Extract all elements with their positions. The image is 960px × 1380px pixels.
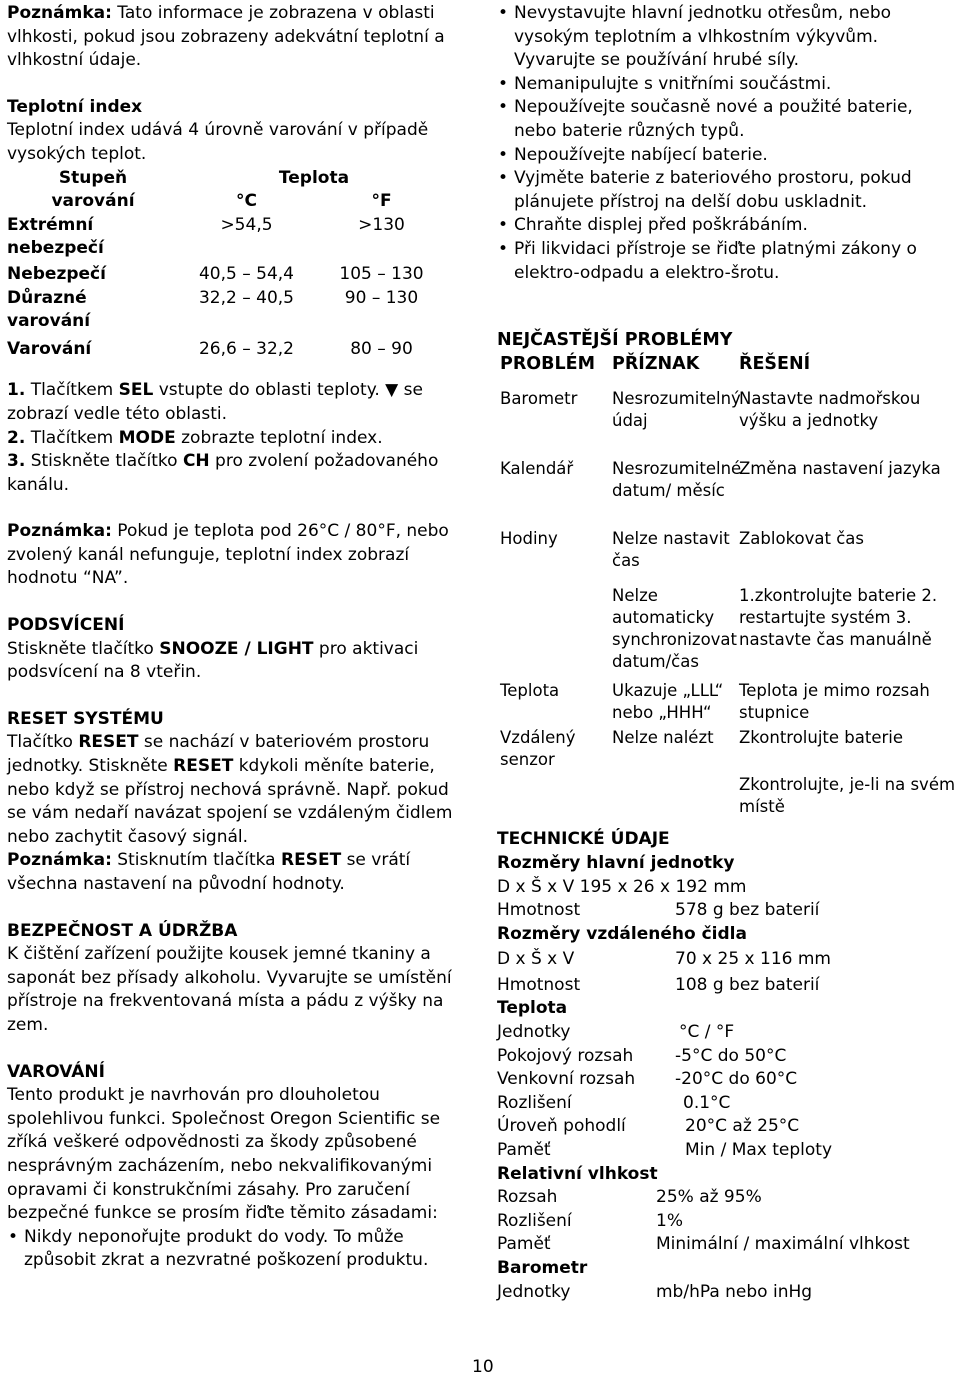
problems-title: NEJČASTĚJŠÍ PROBLÉMY [497,330,733,351]
right-column [497,2,957,1304]
safety-title: BEZPEČNOST A ÚDRŽBA [7,920,238,941]
heat-row [7,334,449,362]
spec-row: Úroveň pohodlí 20°C až 25°C [497,1116,800,1137]
warning-bullets [7,1226,472,1273]
heat-header-row-2 [7,190,449,214]
list-item: • Nikdy neponořujte produkt do vody. To může způsobit zkrat a nezvratné poškození produktu. [7,1226,472,1273]
table-row: Barometr Nesrozumitelný údaj Nastavte nadmořskou výšku a jednotky [500,389,921,431]
spec-row: Paměť Min / Max teploty [497,1140,833,1161]
barometer-title: Barometr [497,1258,588,1278]
heat-header-row [7,167,449,191]
temp-title: Teplota [497,998,568,1019]
header-solution: ŘEŠENÍ [739,353,811,374]
spec-row: Venkovní rozsah -20°C do 60°C [497,1069,798,1090]
table-row: Nelze automaticky synchronizovat datum/čas 1.zkontrolujte baterie 2. restartujte systém 3. nastavte čas manuálně [612,586,938,672]
step-item: 3. Stiskněte tlačítko CH pro zvolení požadovaného kanálu. [7,451,439,495]
spec-row: Pokojový rozsah -5°C do 50°C [497,1045,787,1066]
table-row: Hodiny Nelze nastavit čas Zablokovat čas [500,529,864,571]
heat-header-level-2: varování [51,191,135,212]
note-humidity [7,2,472,73]
heat-c: >54,5 [220,214,273,235]
heat-f: 90 – 130 [344,287,419,308]
heat-c: 26,6 – 32,2 [198,338,294,359]
note-text: Tato informace je zobrazena v oblasti vlhkosti, pokud jsou zobrazeny adekvátní teplotní a vlhkostní údaje. [7,3,445,71]
heat-c: 40,5 – 54,4 [198,263,294,284]
heat-level-2: nebezpečí [7,238,104,259]
warning-title: VAROVÁNÍ [7,1061,105,1082]
heat-header-f: °F [371,191,392,212]
heat-f: 105 – 130 [339,263,424,284]
heat-level: Extrémní [7,214,94,235]
spec-row: Jednotky mb/hPa nebo inHg [497,1281,813,1302]
safety-bullets [497,2,957,285]
left-column [7,2,472,1273]
heat-row [7,214,449,261]
heat-level: Varování [7,338,92,359]
note-heat-index: Poznámka: Pokud je teplota pod 26°C / 80°F, nebo zvolený kanál nefunguje, teplotní index zobrazí hodnotu “NA”. [7,521,449,589]
list-item: • Chraňte displej před poškrábáním. [497,214,957,238]
problems-header [497,353,957,377]
spec-row: Hmotnost 108 g bez baterií [497,974,820,995]
heat-f: >130 [358,214,405,235]
main-unit-dims: D x Š x V 195 x 26 x 192 mm [497,876,747,897]
heat-header-level-1: Stupeň [58,167,128,188]
warning-text: Tento produkt je navrhován pro dlouholetou spolehlivou funkci. Společnost Oregon Scientific se zříká veškeré odpovědnosti za škody způsobené nesprávným zacházením, nebo nekvalifikovanými opravami či konstrukčními zásahy. Pro zaručení bezpečné funkce se prosím řiďte těmito zásadami: [7,1085,441,1224]
safety-text: K čištění zařízení použijte kousek jemné tkaniny a saponát bez přísady alkoholu. Vyvarujte se umístění přístroje na frekventovaná místa a pádu z výšky na zem. [7,944,452,1035]
heat-row [7,287,449,334]
list-item: • Nevystavujte hlavní jednotku otřesům, nebo vysokým teplotním a vlhkostním výkyvům. Vyvarujte se používání hrubé síly. [497,2,957,73]
spec-row: Rozlišení 0.1°C [497,1092,731,1113]
list-item: • Vyjměte baterie z bateriového prostoru, pokud plánujete přístroj na delší dobu uskladnit. [497,167,957,214]
heat-f: 80 – 90 [350,338,413,359]
spec-row: Hmotnost 578 g bez baterií [497,900,820,921]
heat-header-c: °C [236,191,257,212]
list-item: • Nepoužívejte nabíjecí baterie. [497,144,957,168]
spec-row: Rozsah 25% až 95% [497,1187,762,1208]
reset-text: Tlačítko RESET se nachází v bateriovém prostoru jednotky. Stiskněte RESET kdykoli měníte baterie, nebo když se přístroj nechová správně. Např. pokud se vám nedaří navázat spojení se vzdáleným čidlem nebo zachytit časový signál. [7,732,453,847]
table-row: Zkontrolujte, je-li na svém místě [739,775,956,817]
reset-title: RESET SYSTÉMU [7,708,164,729]
heat-index-title: Teplotní index [7,96,143,117]
table-row: Vzdálený senzor Nelze nalézt Zkontrolujte baterie [500,728,904,770]
table-row: Teplota Ukazuje „LLL“ nebo „HHH“ Teplota je mimo rozsah stupnice [500,681,930,723]
step-item: 1. Tlačítkem SEL vstupte do oblasti teploty. ▼ se zobrazí vedle této oblasti. [7,380,423,424]
backlight-text: Stiskněte tlačítko SNOOZE / LIGHT pro aktivaci podsvícení na 8 vteřin. [7,638,419,683]
list-item: • Při likvidaci přístroje se řiďte platnými zákony o elektro-odpadu a elektro-šrotu. [497,238,957,285]
humidity-title: Relativní vlhkost [497,1163,658,1184]
heat-header-temp: Teplota [278,167,350,188]
heat-level-2: varování [7,311,91,332]
list-item: • Nemanipulujte s vnitřními součástmi. [497,73,957,97]
heat-index-table [7,167,449,362]
list-item: • Nepoužívejte současně nové a použité baterie, nebo baterie různých typů. [497,96,957,143]
step-item: 2. Tlačítkem MODE zobrazte teplotní index. [7,427,383,448]
spec-row: Paměť Minimální / maximální vlhkost [497,1234,910,1255]
reset-note: Poznámka: Stisknutím tlačítka RESET se vrátí všechna nastavení na původní hodnoty. [7,850,411,894]
backlight-title: PODSVÍCENÍ [7,615,125,636]
problems-table [497,388,957,818]
note-label: Poznámka: [7,3,112,23]
heat-steps [7,379,472,497]
heat-index-description: Teplotní index udává 4 úrovně varování v případě vysokých teplot. [7,120,429,164]
heat-level: Nebezpečí [7,263,106,284]
remote-title: Rozměry vzdáleného čidla [497,923,747,944]
spec-row: Jednotky °C / °F [497,1022,735,1043]
heat-level: Důrazné [7,287,87,308]
specs-section [497,828,957,1304]
table-row: Kalendář Nesrozumitelné datum/ měsíc Změna nastavení jazyka [500,459,941,501]
page-number: 10 [472,1357,494,1377]
spec-row: Rozlišení 1% [497,1210,683,1231]
specs-title: TECHNICKÉ ÚDAJE [497,829,670,850]
header-symptom: PŘÍZNAK [612,353,700,374]
heat-row [7,261,449,287]
header-problem: PROBLÉM [500,353,596,374]
heat-c: 32,2 – 40,5 [198,287,294,308]
spec-row: D x Š x V 70 x 25 x 116 mm [497,949,831,970]
main-unit-title: Rozměry hlavní jednotky [497,852,735,873]
